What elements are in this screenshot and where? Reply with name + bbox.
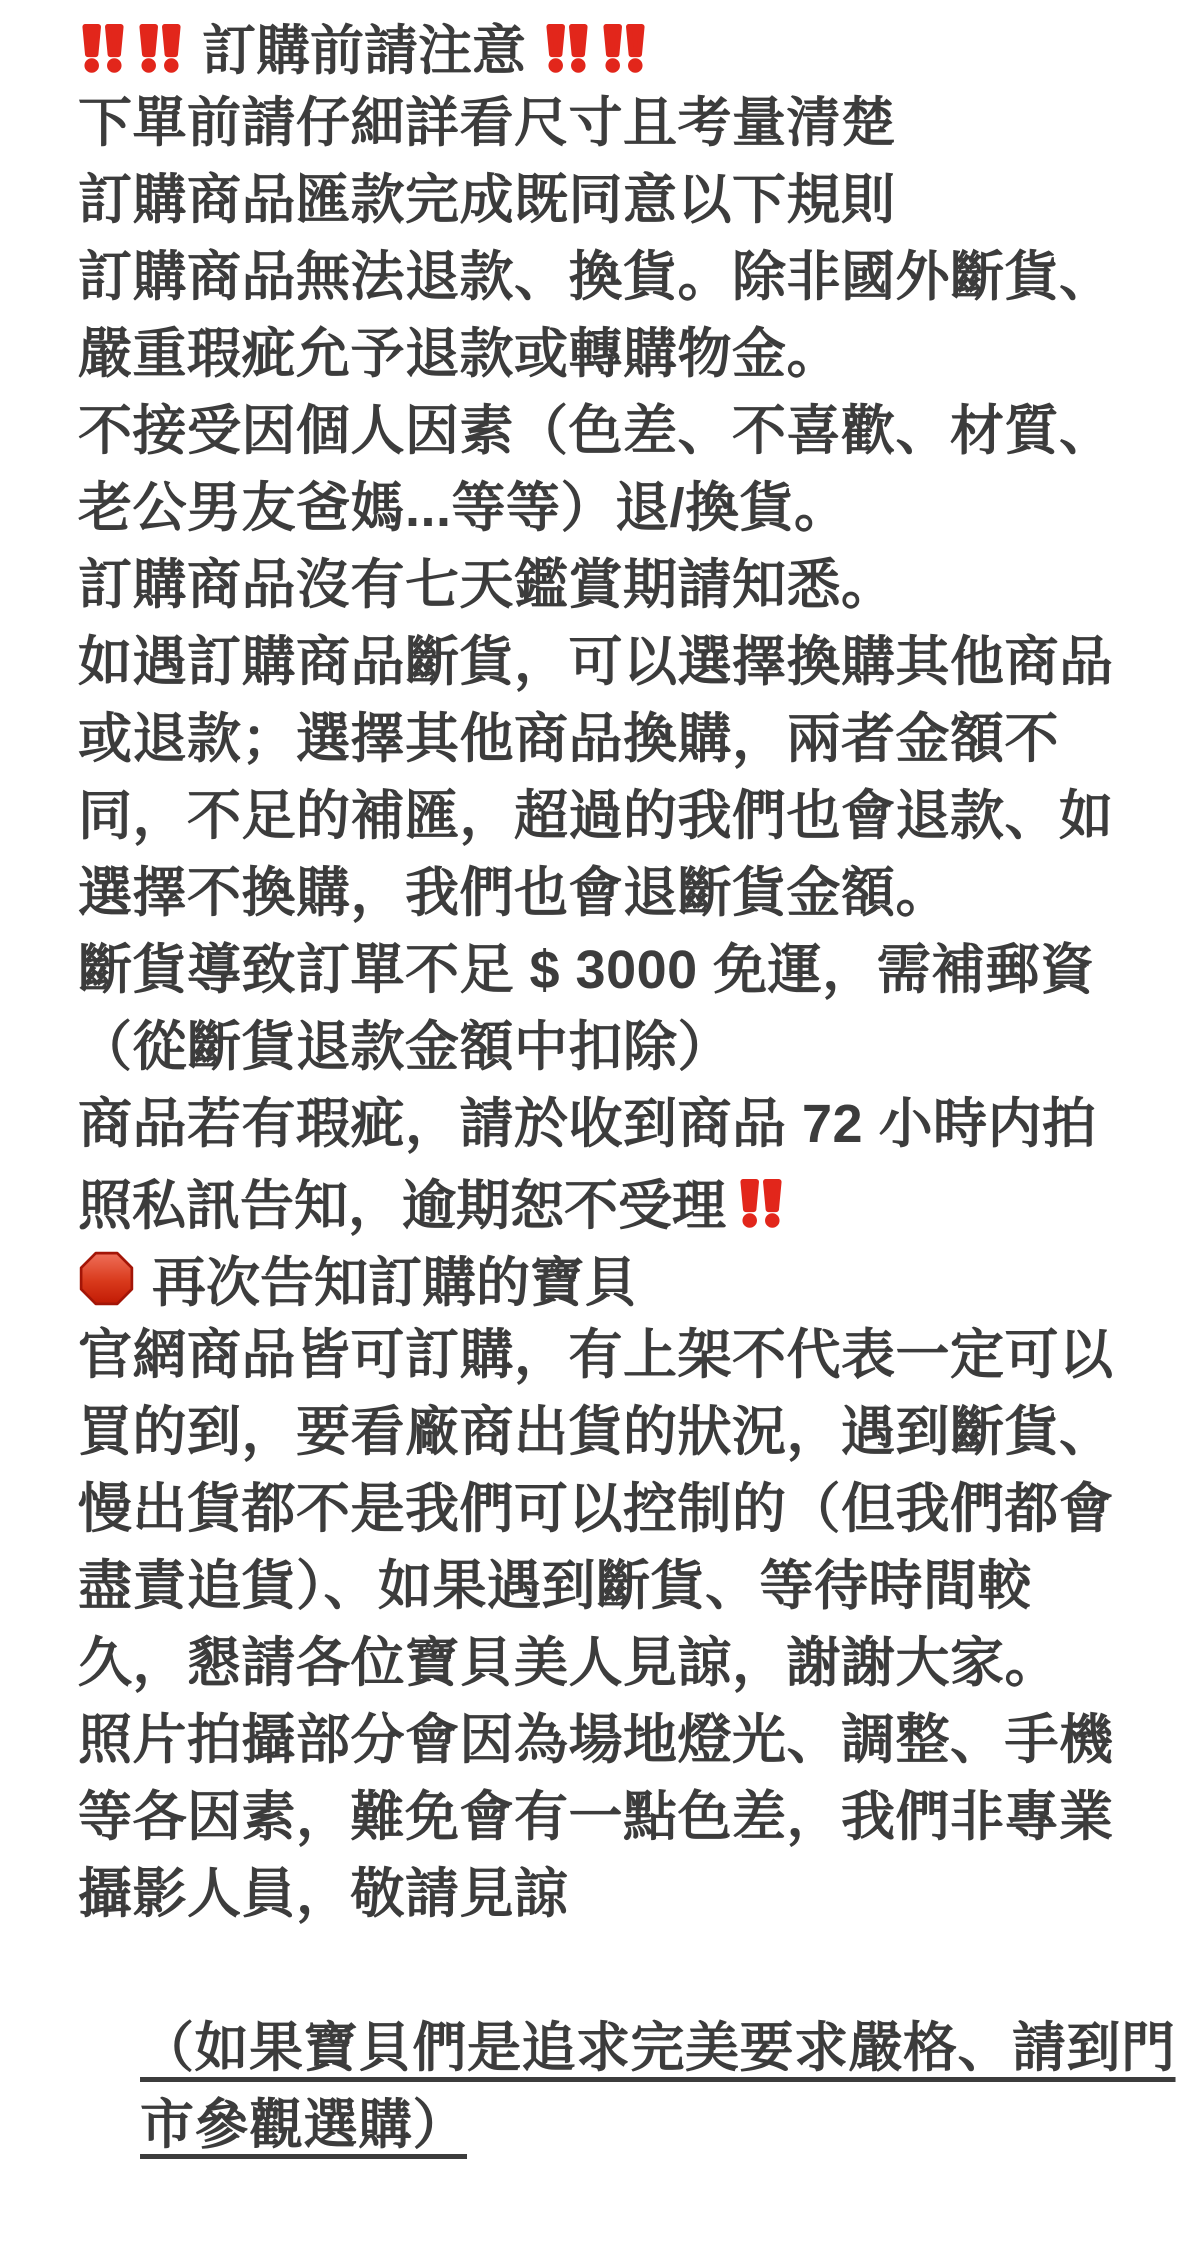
text-line: 久，懇請各位寶貝美人見諒，謝謝大家。: [78, 1633, 1059, 1693]
text-line: 同，不足的補匯，超過的我們也會退款、如: [78, 786, 1114, 846]
text-line: 如遇訂購商品斷貨，可以選擇換購其他商品: [78, 632, 1114, 692]
stop-notice-line: [78, 1240, 1182, 1317]
double-exclamation-icon: [78, 21, 128, 73]
underlined-text: 市參觀選購）: [140, 2095, 468, 2155]
text-line: 攝影人員，敬請見諒: [78, 1864, 569, 1924]
deadline-warning-line: [78, 1163, 1182, 1240]
stop-notice-text: 再次告知訂購的寶貝: [152, 1253, 638, 1313]
text-line: 選擇不換購，我們也會退斷貨金額。: [78, 863, 950, 923]
stop-sign-icon: [78, 1250, 135, 1307]
text-line: 盡責追貨）、如果遇到斷貨、等待時間較: [78, 1556, 1032, 1616]
deadline-warning-text: 照私訊告知，逾期恕不受理: [78, 1176, 726, 1236]
double-exclamation-icon: [542, 21, 592, 73]
text-line: 訂購商品匯款完成既同意以下規則: [78, 170, 896, 230]
text-line: 訂購商品無法退款、換貨。除非國外斷貨、: [78, 247, 1114, 307]
text-line: 嚴重瑕疵允予退款或轉購物金。: [78, 324, 841, 384]
double-exclamation-icon: [135, 21, 185, 73]
text-line: 買的到，要看廠商出貨的狀況，遇到斷貨、: [78, 1402, 1114, 1462]
text-line: 商品若有瑕疵，請於收到商品 72 小時内拍: [78, 1094, 1097, 1154]
text-line: 慢出貨都不是我們可以控制的（但我們都會: [78, 1479, 1114, 1539]
text-line: 老公男友爸媽...等等）退/換貨。: [78, 478, 849, 538]
double-exclamation-icon: [736, 1176, 786, 1228]
text-line: 或退款；選擇其他商品換購，兩者金額不: [78, 709, 1059, 769]
double-exclamation-icon: [599, 21, 649, 73]
heading-title: 訂購前請注意: [202, 21, 526, 81]
text-line: 官網商品皆可訂購，有上架不代表一定可以: [78, 1325, 1114, 1385]
text-line: 訂購商品沒有七天鑑賞期請知悉。: [78, 555, 896, 615]
underlined-text-line: [78, 1933, 1182, 2078]
underlined-text: （如果寶貝們是追求完美要求嚴格、請到門: [140, 2018, 1176, 2078]
text-line: 下單前請仔細詳看尺寸且考量清楚: [78, 93, 896, 153]
text-line: （從斷貨退款金額中扣除）: [78, 1017, 732, 1077]
text-line: 不接受因個人因素（色差、不喜歡、材質、: [78, 401, 1114, 461]
text-line: 照片拍攝部分會因為場地燈光、調整、手機: [78, 1710, 1114, 1770]
text-line: 斷貨導致訂單不足 $ 3000 免運，需補郵資: [78, 940, 1095, 1000]
heading-line: [78, 8, 1182, 85]
text-line: 等各因素，難免會有一點色差，我們非專業: [78, 1787, 1114, 1847]
